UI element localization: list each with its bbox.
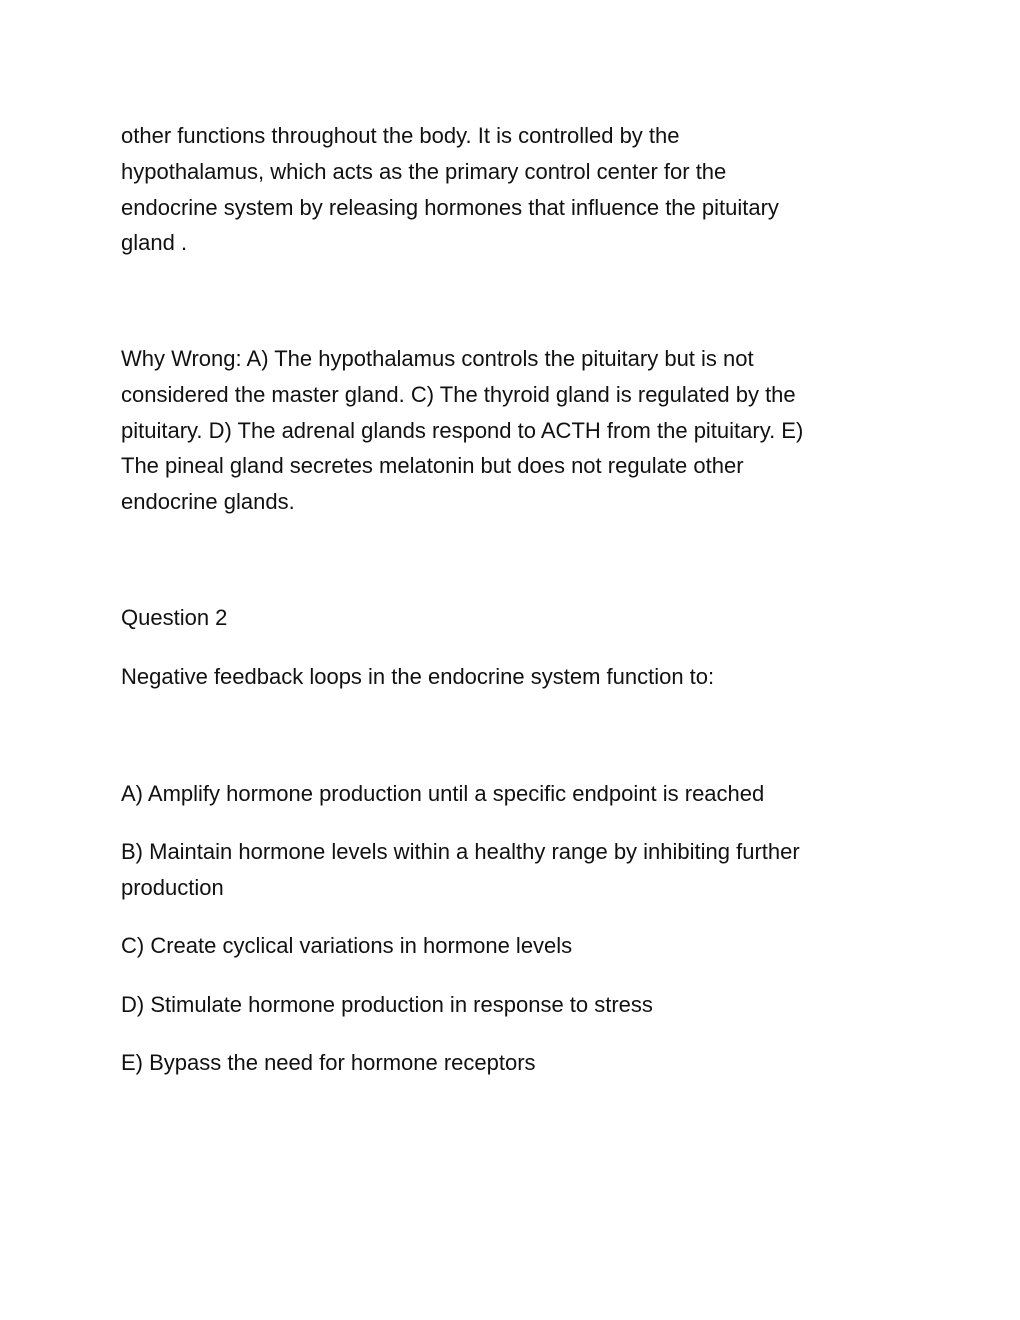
why-wrong-line: Why Wrong: A) The hypothalamus controls the pituitary but is not — [121, 346, 754, 371]
question-text — [121, 659, 901, 695]
answer-option-b-text: production — [121, 874, 224, 900]
explanation-line: endocrine system by releasing hormones that influence the pituitary — [121, 194, 779, 220]
answer-option-a — [121, 776, 901, 812]
explanation-line: gland . — [121, 230, 188, 256]
question-number-label: Question 2 — [121, 605, 228, 630]
why-wrong-line: considered the master gland. C) The thyroid gland is regulated by the — [121, 381, 796, 407]
answer-option-e-text: E) Bypass the need for hormone receptors — [121, 1050, 536, 1075]
question-number — [121, 600, 901, 636]
explanation-line: other functions throughout the body. It is controlled by the — [121, 123, 680, 148]
why-wrong-line: The pineal gland secretes melatonin but does not regulate other — [121, 453, 744, 479]
answer-option-b-text: B) Maintain hormone levels within a healthy range by inhibiting further — [121, 839, 800, 864]
answer-option-e — [121, 1045, 901, 1081]
question-stem: Negative feedback loops in the endocrine system function to: — [121, 664, 715, 689]
why-wrong-paragraph — [121, 341, 901, 520]
explanation-line: hypothalamus, which acts as the primary control center for the — [121, 158, 727, 184]
explanation-paragraph — [121, 118, 901, 261]
answer-option-a-text: A) Amplify hormone production until a specific endpoint is reached — [121, 781, 765, 806]
why-wrong-line: endocrine glands. — [121, 489, 295, 515]
answer-option-b — [121, 834, 901, 906]
why-wrong-line: pituitary. D) The adrenal glands respond to ACTH from the pituitary. E) — [121, 417, 804, 443]
answer-option-c-text: C) Create cyclical variations in hormone levels — [121, 933, 573, 958]
answer-option-d-text: D) Stimulate hormone production in response to stress — [121, 992, 653, 1017]
answer-option-d — [121, 987, 901, 1023]
answer-option-c — [121, 928, 901, 964]
